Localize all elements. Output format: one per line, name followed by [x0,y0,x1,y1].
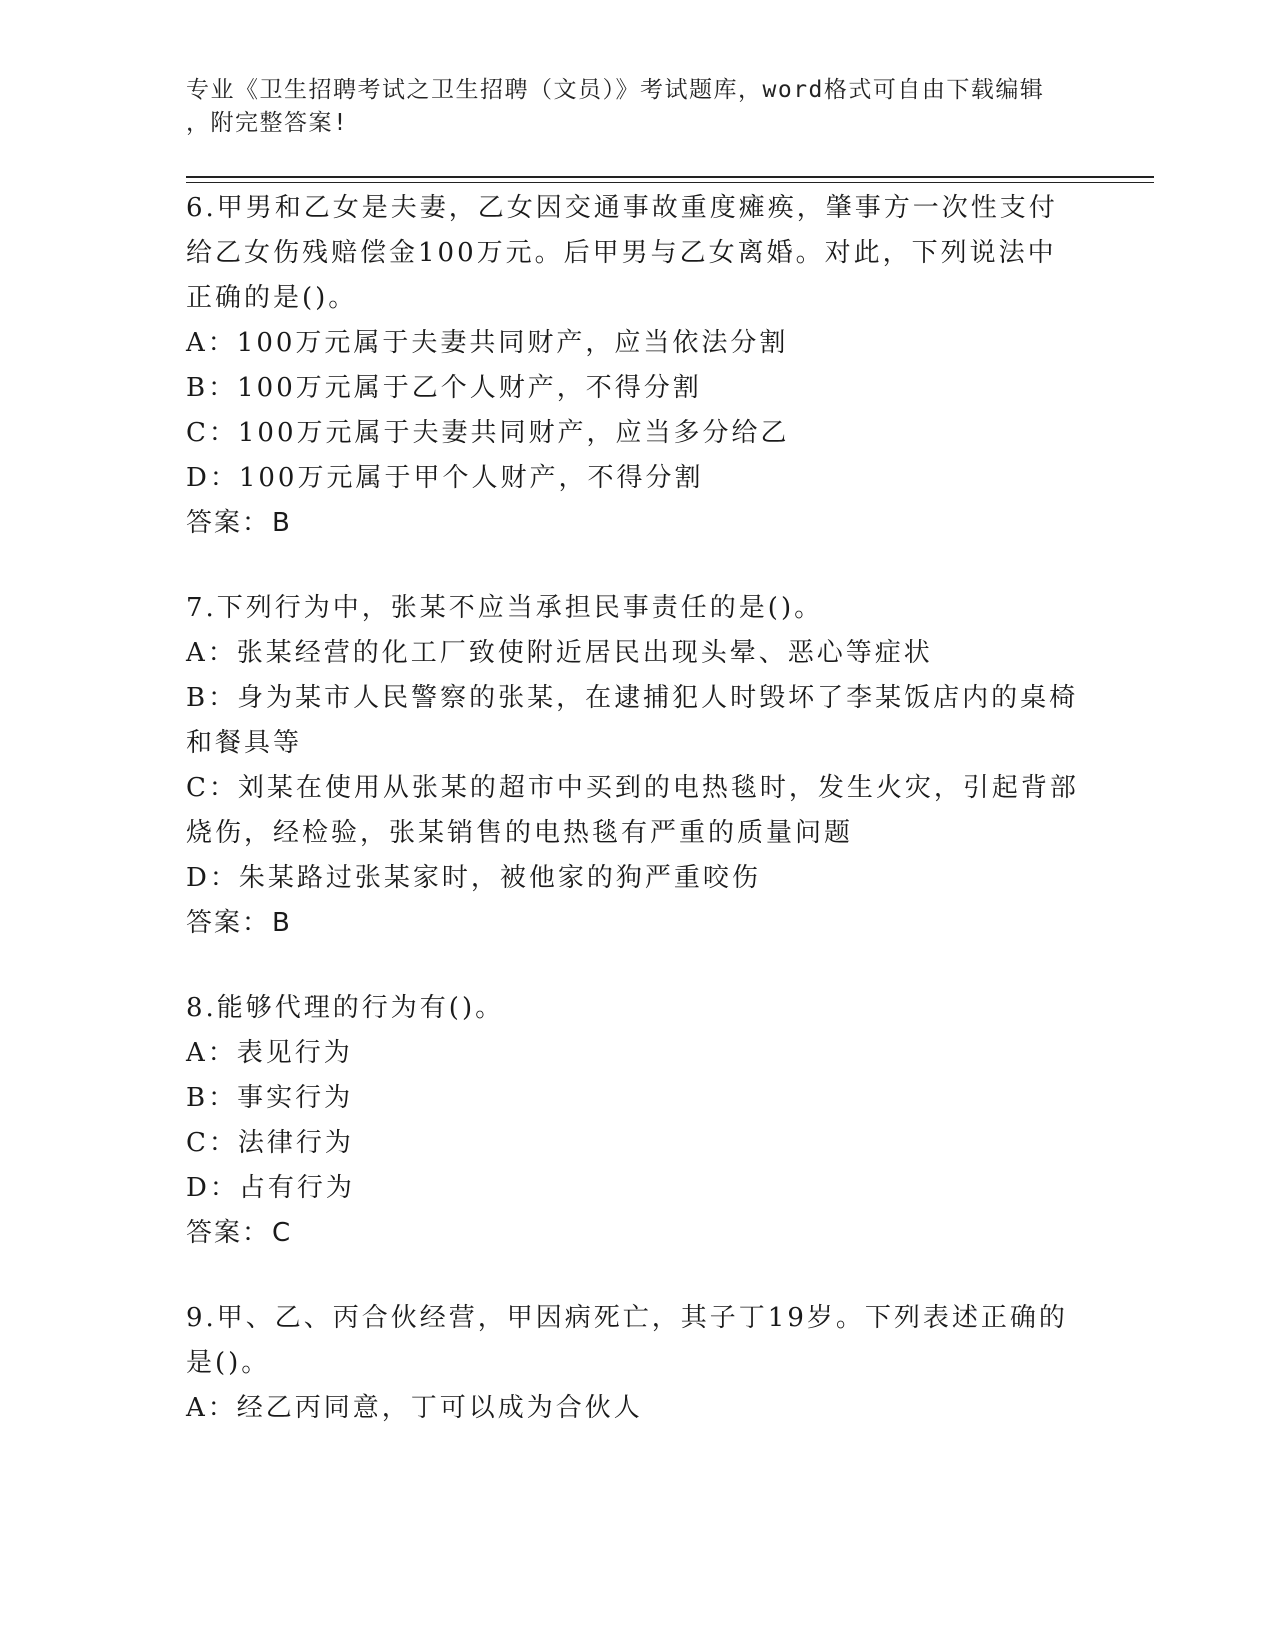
answer-value: B [272,508,292,538]
question-stem-line: 是()。 [186,1348,271,1378]
option-b-continued: 和餐具等 [186,728,303,758]
question-stem-line: 8.能够代理的行为有()。 [186,993,505,1023]
option-a: A：100万元属于夫妻共同财产，应当依法分割 [186,328,789,358]
option-d: D：占有行为 [186,1173,355,1203]
answer-label: 答案： [186,508,271,538]
answer-value: B [272,908,292,938]
header-divider-thin [186,182,1154,183]
option-a: A：经乙丙同意，丁可以成为合伙人 [186,1393,643,1423]
answer-label: 答案： [186,1218,271,1248]
answer-line [186,901,1086,946]
document-header [186,74,1076,140]
option-b: B：事实行为 [186,1083,354,1113]
option-a: A：张某经营的化工厂致使附近居民出现头晕、恶心等症状 [186,638,933,668]
question-stem-line: 正确的是()。 [186,283,358,313]
option-c-continued: 烧伤，经检验，张某销售的电热毯有严重的质量问题 [186,818,854,848]
option-a: A：表见行为 [186,1038,353,1068]
option-b: B：100万元属于乙个人财产，不得分割 [186,373,702,403]
header-line-2: ，附完整答案! [186,110,349,136]
answer-line [186,501,1086,546]
option-c: C：100万元属于夫妻共同财产，应当多分给乙 [186,418,790,448]
question-stem-line: 给乙女伤残赔偿金100万元。后甲男与乙女离婚。对此，下列说法中 [186,238,1057,268]
option-b: B：身为某市人民警察的张某，在逮捕犯人时毁坏了李某饭店内的桌椅 [186,683,1079,713]
question-stem-line: 9.甲、乙、丙合伙经营，甲因病死亡，其子丁19岁。下列表述正确的 [186,1303,1068,1333]
answer-line [186,1211,1086,1256]
answer-label: 答案： [186,908,271,938]
option-c: C：法律行为 [186,1128,354,1158]
question-stem-line: 6.甲男和乙女是夫妻，乙女因交通事故重度瘫痪，肇事方一次性支付 [186,193,1058,223]
answer-value: C [272,1218,293,1248]
question-7 [186,586,1086,946]
question-stem-line: 7.下列行为中，张某不应当承担民事责任的是()。 [186,593,824,623]
option-d: D：100万元属于甲个人财产，不得分割 [186,463,704,493]
question-6 [186,186,1086,546]
header-line-1: 专业《卫生招聘考试之卫生招聘（文员）》考试题库，word格式可自由下载编辑 [186,77,1045,103]
option-c: C：刘某在使用从张某的超市中买到的电热毯时，发生火灾，引起背部 [186,773,1079,803]
header-divider-thick [186,176,1154,178]
question-9 [186,1296,1086,1431]
option-d: D：朱某路过张某家时，被他家的狗严重咬伤 [186,863,761,893]
question-8 [186,986,1086,1256]
